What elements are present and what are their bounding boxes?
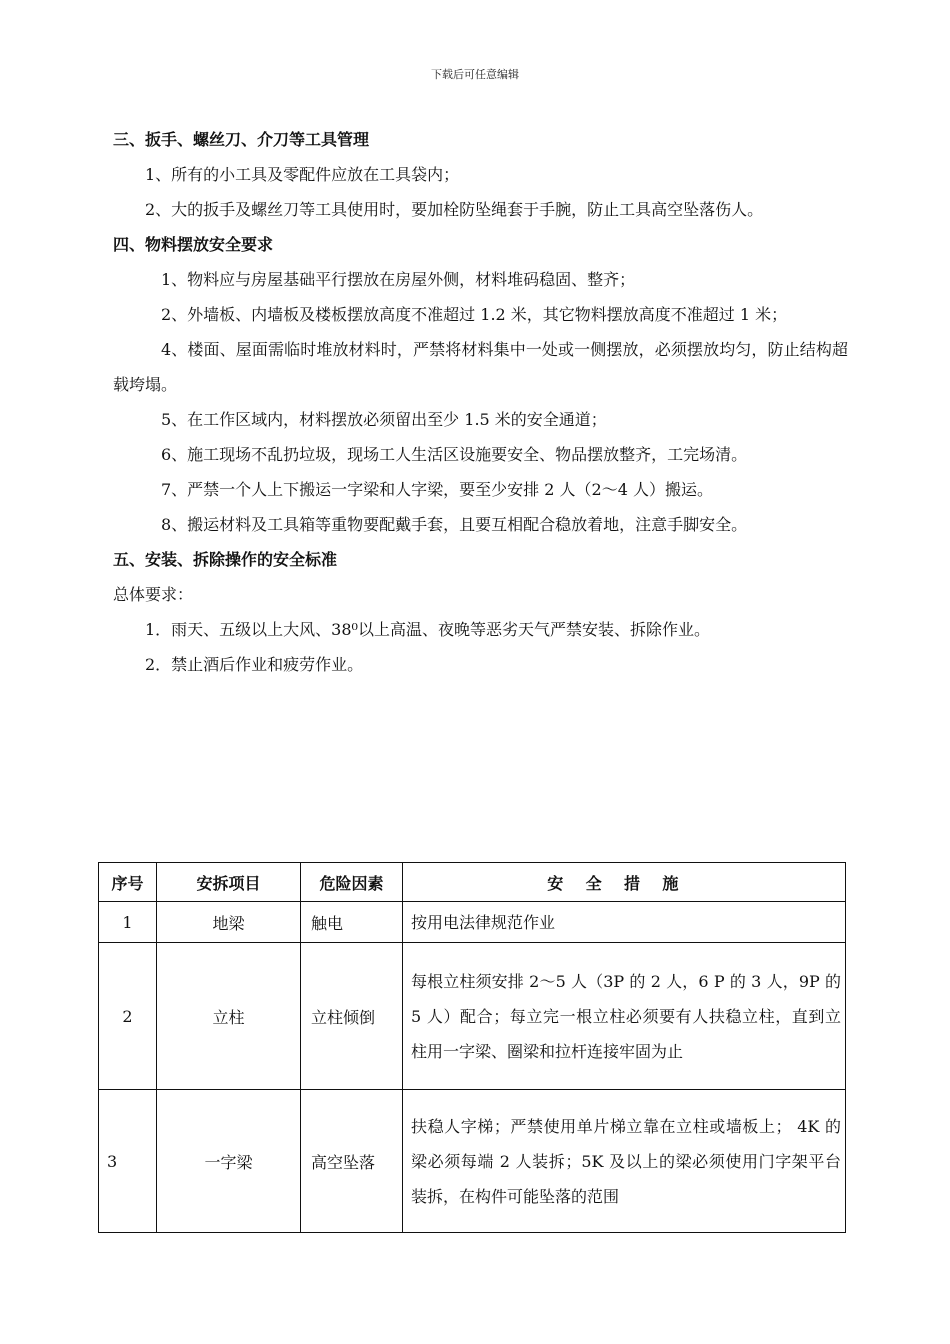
section-heading: 三、扳手、螺丝刀、介刀等工具管理 — [113, 130, 370, 149]
paragraph: 6、施工现场不乱扔垃圾，现场工人生活区设施要安全、物品摆放整齐，工完场清。 — [161, 445, 748, 464]
paragraph: 2、外墙板、内墙板及楼板摆放高度不准超过 1.2 米，其它物料摆放高度不准超过 1 米； — [161, 305, 788, 324]
cell-item: 地梁 — [157, 902, 301, 943]
paragraph: 1、所有的小工具及零配件应放在工具袋内； — [145, 165, 460, 184]
cell-item: 一字梁 — [157, 1090, 301, 1233]
cell-index: 3 — [99, 1090, 157, 1233]
cell-measure: 按用电法律规范作业 — [403, 902, 846, 943]
paragraph: 1、物料应与房屋基础平行摆放在房屋外侧，材料堆码稳固、整齐； — [161, 270, 636, 289]
section-heading: 四、物料摆放安全要求 — [113, 235, 274, 254]
cell-hazard: 高空坠落 — [301, 1090, 403, 1233]
col-header-index: 序号 — [99, 863, 157, 902]
cell-index: 2 — [99, 943, 157, 1090]
header-note: 下载后可任意编辑 — [431, 68, 519, 81]
table-row — [99, 1090, 846, 1233]
paragraph: 2、大的扳手及螺丝刀等工具使用时，要加栓防坠绳套于手腕，防止工具高空坠落伤人。 — [145, 200, 764, 219]
section-heading: 五、安装、拆除操作的安全标准 — [113, 550, 338, 569]
paragraph: 7、严禁一个人上下搬运一字梁和人字梁，要至少安排 2 人（2～4 人）搬运。 — [161, 480, 713, 499]
document-body — [113, 122, 848, 682]
col-header-measure: 安全措施 — [403, 863, 846, 902]
cell-measure: 每根立柱须安排 2～5 人（3P 的 2 人，6 P 的 3 人，9P 的 5 人）配合；每立完一根立柱必须要有人扶稳立柱，直到立柱用一字梁、圈梁和拉杆连接牢固为止 — [403, 943, 846, 1090]
cell-measure: 扶稳人字梯；严禁使用单片梯立靠在立柱或墙板上； 4K 的梁必须每端 2 人装拆；5K 及以上的梁必须使用门字架平台装拆，在构件可能坠落的范围 — [403, 1090, 846, 1233]
col-header-item: 安拆项目 — [157, 863, 301, 902]
subheading: 总体要求： — [113, 585, 194, 604]
table-row — [99, 902, 846, 943]
table-row — [99, 943, 846, 1090]
list-item: 2．禁止酒后作业和疲劳作业。 — [145, 655, 364, 674]
paragraph: 4、楼面、屋面需临时堆放材料时，严禁将材料集中一处或一侧摆放，必须摆放均匀，防止结构超载垮塌。 — [113, 340, 848, 394]
cell-index: 1 — [99, 902, 157, 943]
cell-hazard: 立柱倾倒 — [301, 943, 403, 1090]
cell-item: 立柱 — [157, 943, 301, 1090]
list-item: 1．雨天、五级以上大风、38⁰以上高温、夜晚等恶劣天气严禁安装、拆除作业。 — [145, 620, 710, 639]
paragraph: 8、搬运材料及工具箱等重物要配戴手套，且要互相配合稳放着地，注意手脚安全。 — [161, 515, 748, 534]
paragraph: 5、在工作区域内，材料摆放必须留出至少 1.5 米的安全通道； — [161, 410, 607, 429]
cell-hazard: 触电 — [301, 902, 403, 943]
table-header-row — [99, 863, 846, 902]
col-header-hazard: 危险因素 — [301, 863, 403, 902]
safety-table — [98, 862, 846, 1233]
